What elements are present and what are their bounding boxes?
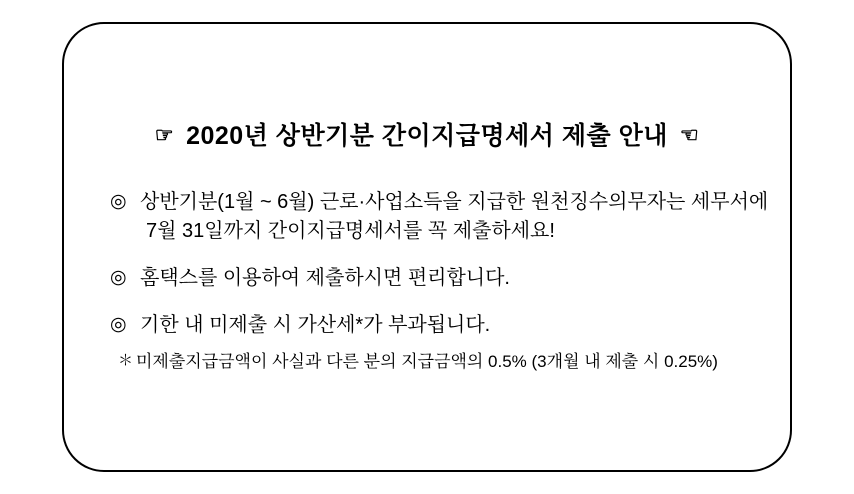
list-item-line: 상반기분(1월 ~ 6월) 근로·사업소득을 지급한 원천징수의무자는 세무서에 [140, 191, 769, 213]
pointing-hand-left-icon: ☞ [154, 124, 175, 147]
double-circle-bullet-icon: ◎ [110, 267, 127, 288]
list-item [110, 311, 766, 340]
page-title [64, 116, 790, 152]
double-circle-bullet-icon: ◎ [110, 314, 127, 335]
page-title-text: 2020년 상반기분 간이지급명세서 제출 안내 [186, 122, 668, 150]
list-item-text [140, 311, 766, 340]
notice-card [62, 22, 792, 472]
list-item [110, 188, 769, 246]
asterisk-icon: ＊ [118, 352, 134, 369]
list-item-text [140, 188, 768, 246]
list-item-text [140, 264, 766, 293]
list-item-line: 7월 31일까지 간이지급명세서를 꼭 제출하세요! [146, 220, 555, 242]
list-item-line: 홈택스를 이용하여 제출하시면 편리합니다. [140, 267, 510, 289]
pointing-hand-right-icon: ☜ [679, 124, 700, 147]
footnote [110, 350, 766, 374]
footnote-text: 미제출지급금액이 사실과 다른 분의 지급금액의 0.5% (3개월 내 제출 시 0.25%) [136, 352, 718, 371]
notice-body [110, 188, 769, 374]
list-item [110, 264, 766, 293]
list-item-line: 기한 내 미제출 시 가산세*가 부과됩니다. [140, 314, 491, 336]
double-circle-bullet-icon: ◎ [110, 191, 127, 212]
